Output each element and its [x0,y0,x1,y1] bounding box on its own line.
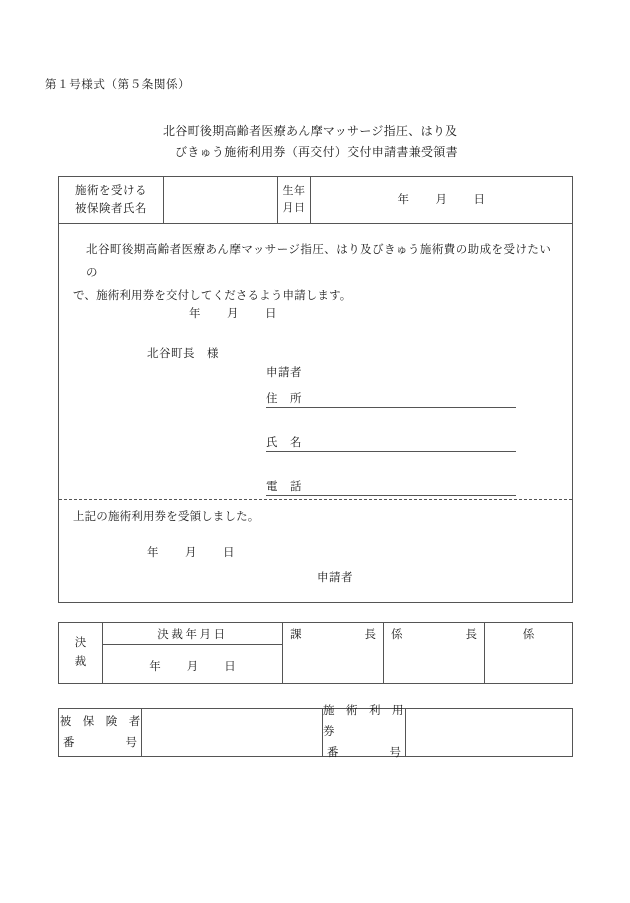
applicant-label: 申請者 [266,367,302,379]
receipt-applicant-label: 申請者 [317,572,353,584]
approval-kakari-column[interactable] [485,623,572,683]
application-body-text [73,239,551,308]
birthdate-day-label: 日 [473,194,486,206]
application-body-line-1: 北谷町後期高齢者医療あん摩マッサージ指圧、はり及びきゅう施術費の助成を受けたいの [86,244,551,279]
receipt-date-month-label: 月 [185,547,197,559]
page-title [163,121,563,163]
approval-kakaricho-column[interactable] [384,623,485,683]
ticket-number-label-line-2-right: 号 [389,747,401,759]
insured-name-field[interactable] [164,177,278,223]
application-date-line[interactable] [189,305,277,321]
approval-date-day-label: 日 [224,661,236,673]
approval-date-month-label: 月 [186,661,199,673]
birthdate-label-line-1: 生年 [282,185,306,197]
insured-number-label-line-1: 被 保 険 者 [59,715,141,728]
application-body-line-2: で、施術利用券を交付してくださるよう申請します。 [73,290,352,302]
approval-date-year-label: 年 [149,661,161,673]
birthdate-year-label: 年 [397,194,410,206]
application-date-day-label: 日 [265,308,277,320]
insured-number-field[interactable] [142,709,323,756]
applicant-name-label: 氏 名 [266,437,302,449]
birthdate-label-line-2: 月日 [282,202,306,214]
approval-seal-label-line-2: 裁 [74,656,87,668]
numbers-table [58,705,573,759]
ticket-number-label-line-2-left: 番 [327,747,339,759]
approval-kacho-column[interactable] [283,623,384,683]
approval-kakari-header [485,623,572,645]
ticket-number-label [323,705,415,759]
applicant-address-label: 住 所 [266,393,302,405]
application-date-year-label: 年 [189,308,201,320]
receipt-date-year-label: 年 [147,547,159,559]
approval-table [58,622,573,684]
applicant-address-field[interactable] [266,390,516,408]
addressee: 北谷町長 様 [147,348,219,360]
page-title-line-1: 北谷町後期高齢者医療あん摩マッサージ指圧、はり及 [163,124,458,138]
ticket-number-label-line-1: 施 術 利 用 券 [323,705,415,738]
approval-date-field[interactable] [103,645,282,683]
application-form-frame [58,176,573,603]
insured-number-label [59,709,142,756]
receipt-date-day-label: 日 [223,547,235,559]
ticket-number-field[interactable] [406,709,572,756]
approval-kakaricho-header-left: 係 [391,629,403,641]
approval-date-column [103,623,283,683]
approval-kacho-header [283,623,383,645]
receipt-date-line[interactable] [147,544,235,560]
page-title-line-2: びきゅう施術利用券（再交付）交付申請書兼受領書 [175,145,458,159]
application-date-month-label: 月 [227,308,239,320]
birthdate-label [278,177,311,223]
approval-seal-label-line-1: 決 [74,637,87,649]
insured-number-label-line-2-left: 番 [63,736,75,749]
applicant-name-field[interactable] [266,434,516,452]
form-number: 第１号様式（第５条関係） [45,79,191,91]
insured-header-row [59,177,572,224]
insured-name-label [59,177,164,223]
applicant-phone-field[interactable] [266,478,516,496]
insured-number-label-line-2-right: 号 [125,736,137,749]
insured-name-label-line-2: 被保険者氏名 [75,203,147,215]
birthdate-field[interactable] [311,177,572,223]
applicant-phone-label: 電 話 [266,481,302,493]
approval-kacho-header-left: 課 [290,629,302,641]
approval-kacho-header-right: 長 [364,629,376,641]
approval-kakari-header-label: 係 [522,629,535,641]
insured-name-label-line-1: 施術を受ける [75,185,147,197]
approval-date-header: 決裁年月日 [103,623,282,645]
birthdate-month-label: 月 [435,194,448,206]
receipt-statement: 上記の施術利用券を受領しました。 [73,511,260,523]
approval-kakaricho-header-right: 長 [465,629,477,641]
section-divider [59,499,572,500]
approval-seal-label [59,623,103,683]
approval-kakaricho-header [384,623,484,645]
